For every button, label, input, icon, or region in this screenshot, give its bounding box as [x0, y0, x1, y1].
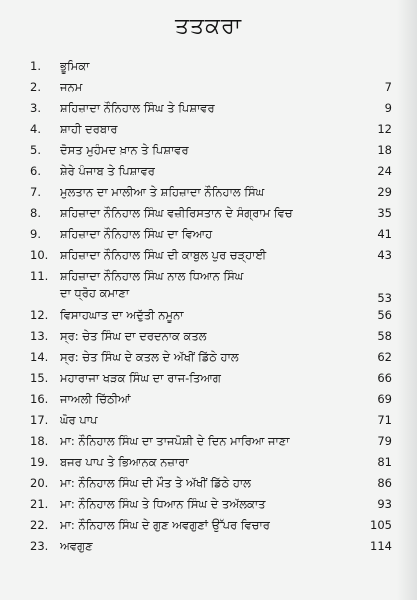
entry-title: ਮਾ: ਨੌਨਿਹਾਲ ਸਿੰਘ ਦੀ ਮੌਤ ਤੇ ਅੱਖੀਂ ਡਿੱਠੇ ਹਾਲ [60, 476, 251, 490]
entry-title: ਸ਼ਹਿਜ਼ਾਦਾ ਨੌਨਿਹਾਲ ਸਿੰਘ ਦੀ ਕਾਬੁਲ ਪੁਰ ਚੜ੍ਹਾਈ [60, 248, 267, 262]
entry-number: 19. [30, 455, 49, 469]
entry-title: ਜਨਮ [60, 80, 83, 94]
entry-number: 16. [30, 392, 49, 406]
entry-number: 10. [30, 248, 49, 262]
entry-page: 93 [377, 497, 392, 511]
entry-page: 71 [377, 413, 392, 427]
entry-page: 66 [377, 371, 392, 385]
entry-number: 22. [30, 518, 49, 532]
entry-title: ਮਾ: ਨੌਨਿਹਾਲ ਸਿੰਘ ਦਾ ਤਾਜਪੋਸ਼ੀ ਦੇ ਦਿਨ ਮਾਰਿਆ ਜਾਣਾ [60, 434, 290, 448]
entry-page: 29 [377, 185, 392, 199]
toc-entry-13 [0, 326, 417, 347]
entry-title: ਸ਼ਹਿਜ਼ਾਦਾ ਨੌਨਿਹਾਲ ਸਿੰਘ ਦਾ ਵਿਆਹ [60, 227, 213, 241]
table-of-contents [0, 56, 417, 557]
entry-title: ਭੂਮਿਕਾ [60, 59, 90, 73]
entry-page: 35 [377, 206, 392, 220]
entry-number: 20. [30, 476, 49, 490]
entry-title: ਅਵਗੁਣ [60, 539, 93, 553]
entry-title: ਬਜਰ ਪਾਪ ਤੇ ਭਿਆਨਕ ਨਜ਼ਾਰਾ [60, 455, 189, 469]
entry-title: ਸ਼ਹਿਜ਼ਾਦਾ ਨੌਨਿਹਾਲ ਸਿੰਘ ਵਜ਼ੀਰਿਸਤਾਨ ਦੇ ਸੰਗ੍ਰਾਮ ਵਿਚ [60, 206, 293, 220]
entry-number: 2. [30, 80, 41, 94]
entry-number: 3. [30, 101, 41, 115]
entry-title: ਸ਼ਹਿਜ਼ਾਦਾ ਨੌਨਿਹਾਲ ਸਿੰਘ ਤੇ ਪਿਸ਼ਾਵਰ [60, 101, 215, 115]
entry-title: ਸ਼ਾਹੀ ਦਰਬਾਰ [60, 122, 118, 136]
entry-page: 105 [370, 518, 392, 532]
entry-page: 18 [377, 143, 392, 157]
entry-number: 15. [30, 371, 49, 385]
entry-number: 7. [30, 185, 41, 199]
toc-entry-19 [0, 452, 417, 473]
entry-number: 8. [30, 206, 41, 220]
entry-number: 23. [30, 539, 49, 553]
toc-entry-21 [0, 494, 417, 515]
entry-page: 9 [384, 101, 392, 115]
toc-entry-11 [0, 266, 417, 305]
toc-entry-1 [0, 56, 417, 77]
page-title: ਤਤਕਰਾ [174, 14, 243, 39]
toc-entry-7 [0, 182, 417, 203]
toc-entry-22 [0, 515, 417, 536]
entry-title: ਸ੍ਰ: ਚੇਤ ਸਿੰਘ ਦਾ ਦਰਦਨਾਕ ਕਤਲ [60, 329, 207, 343]
toc-entry-10 [0, 245, 417, 266]
toc-entry-12 [0, 305, 417, 326]
entry-title: ਵਿਸਾਹਘਾਤ ਦਾ ਅਦੁੱਤੀ ਨਮੂਨਾ [60, 308, 184, 322]
entry-page: 58 [377, 329, 392, 343]
entry-page: 79 [377, 434, 392, 448]
entry-page: 41 [377, 227, 392, 241]
entry-page: 53 [377, 291, 392, 305]
toc-entry-2 [0, 77, 417, 98]
entry-page: 114 [370, 539, 392, 553]
entry-page: 43 [377, 248, 392, 262]
toc-entry-16 [0, 389, 417, 410]
toc-entry-20 [0, 473, 417, 494]
page-edge-shadow [397, 0, 417, 600]
toc-entry-6 [0, 161, 417, 182]
toc-entry-17 [0, 410, 417, 431]
toc-entry-3 [0, 98, 417, 119]
entry-page: 86 [377, 476, 392, 490]
entry-number: 1. [30, 59, 41, 73]
entry-title: ਜਾਅਲੀ ਚਿੱਠੀਆਂ [60, 392, 131, 406]
entry-number: 9. [30, 227, 41, 241]
entry-number: 17. [30, 413, 49, 427]
entry-page: 12 [377, 122, 392, 136]
entry-number: 21. [30, 497, 49, 511]
entry-number: 12. [30, 308, 49, 322]
entry-number: 14. [30, 350, 49, 364]
entry-title: ਸ਼ਹਿਜ਼ਾਦਾ ਨੌਨਿਹਾਲ ਸਿੰਘ ਨਾਲ ਧਿਆਨ ਸਿੰਘ [60, 269, 244, 283]
entry-title: ਸ਼ੇਰੇ ਪੰਜਾਬ ਤੇ ਪਿਸ਼ਾਵਰ [60, 164, 155, 178]
entry-number: 4. [30, 122, 41, 136]
entry-number: 6. [30, 164, 41, 178]
toc-entry-18 [0, 431, 417, 452]
toc-entry-14 [0, 347, 417, 368]
entry-page: 24 [377, 164, 392, 178]
toc-entry-4 [0, 119, 417, 140]
entry-page: 81 [377, 455, 392, 469]
entry-number: 11. [30, 269, 49, 283]
entry-title: ਘੋਰ ਪਾਪ [60, 413, 98, 427]
entry-number: 18. [30, 434, 49, 448]
toc-entry-9 [0, 224, 417, 245]
entry-number: 13. [30, 329, 49, 343]
entry-title: ਦੋਸਤ ਮੁਹੰਮਦ ਖ਼ਾਨ ਤੇ ਪਿਸ਼ਾਵਰ [60, 143, 189, 157]
entry-title: ਮੁਲਤਾਨ ਦਾ ਮਾਲੀਆ ਤੇ ਸ਼ਹਿਜ਼ਾਦਾ ਨੌਨਿਹਾਲ ਸਿੰਘ [60, 185, 265, 199]
entry-page: 69 [377, 392, 392, 406]
toc-entry-8 [0, 203, 417, 224]
entry-page: 7 [384, 80, 392, 94]
toc-entry-15 [0, 368, 417, 389]
entry-title-continued: ਦਾ ਧ੍ਰੋਹ ਕਮਾਣਾ [60, 286, 130, 300]
toc-entry-23 [0, 536, 417, 557]
toc-entry-5 [0, 140, 417, 161]
entry-title: ਮਾ: ਨੌਨਿਹਾਲ ਸਿੰਘ ਤੇ ਧਿਆਨ ਸਿੰਘ ਦੇ ਤਅੱਲਕਾਤ [60, 497, 266, 511]
entry-title: ਸ੍ਰ: ਚੇਤ ਸਿੰਘ ਦੇ ਕਤਲ ਦੇ ਅੱਖੀਂ ਡਿੱਠੇ ਹਾਲ [60, 350, 239, 364]
entry-title: ਮਹਾਰਾਜਾ ਖੜਕ ਸਿੰਘ ਦਾ ਰਾਜ-ਤਿਆਗ [60, 371, 221, 385]
entry-page: 56 [377, 308, 392, 322]
entry-page: 62 [377, 350, 392, 364]
entry-title: ਮਾ: ਨੌਨਿਹਾਲ ਸਿੰਘ ਦੇ ਗੁਣ ਅਵਗੁਣਾਂ ਉੱਪਰ ਵਿਚਾਰ [60, 518, 270, 532]
entry-number: 5. [30, 143, 41, 157]
